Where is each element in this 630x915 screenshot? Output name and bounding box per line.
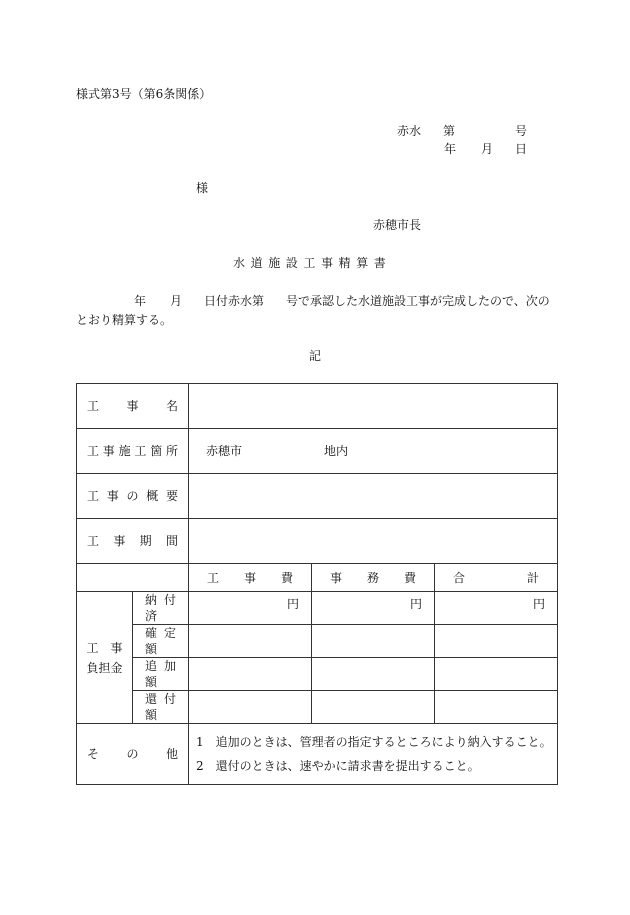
refund-admin-cell[interactable] [312,691,435,724]
paid-total-cell[interactable]: 円 [435,592,558,625]
table-row [77,691,558,724]
refund-total-cell[interactable] [435,691,558,724]
row-label-paid: 納付済 [133,592,189,625]
settlement-table [76,383,558,785]
table-row [77,625,558,658]
ki-heading: 記 [309,349,322,363]
note-item: 2 還付のときは、速やかに請求書を提出すること。 [196,759,480,773]
table-row [77,592,558,625]
table-row [77,658,558,691]
issuer-title: 赤穂市長 [373,218,422,232]
paid-construction-cell[interactable]: 円 [189,592,312,625]
summary-value[interactable] [189,474,558,519]
site-suffix: 地内 [324,444,349,458]
notes-cell [189,724,558,785]
burden-label-line1: 工 事 [86,640,123,655]
form-reference: 様式第3号（第6条関係） [76,87,212,101]
addressee: 様 [196,181,209,195]
additional-total-cell[interactable] [435,658,558,691]
body-month: 月 [170,294,183,308]
document-title: 水道施設工事精算書 [233,256,392,270]
col-header-total: 合計 [435,564,558,592]
body-text: 号で承認した水道施設工事が完成したので、次のとおり精算する。 [76,294,550,327]
site-value[interactable] [189,429,558,474]
burden-label-line2: 負担金 [86,660,123,675]
row-label-refund: 還付額 [133,691,189,724]
additional-admin-cell[interactable] [312,658,435,691]
additional-construction-cell[interactable] [189,658,312,691]
work-name-label: 工事名 [77,384,189,429]
issuer-number-go: 号 [515,124,528,138]
confirmed-admin-cell[interactable] [312,625,435,658]
issue-date-year: 年 [444,142,457,156]
site-label: 工事施工箇所 [77,429,189,474]
table-row [77,384,558,429]
table-row [77,474,558,519]
burden-label [77,592,133,724]
summary-label: 工事の概要 [77,474,189,519]
issuer-number-prefix: 赤水 [397,124,422,138]
body-date-suffix: 日付赤水第 [204,294,265,308]
paid-admin-cell[interactable]: 円 [312,592,435,625]
site-city: 赤穂市 [206,444,243,458]
issue-date-day: 日 [515,142,528,156]
row-label-confirmed: 確定額 [133,625,189,658]
refund-construction-cell[interactable] [189,691,312,724]
confirmed-total-cell[interactable] [435,625,558,658]
blank-header-cell [77,564,189,592]
row-label-additional: 追加額 [133,658,189,691]
work-name-value[interactable] [189,384,558,429]
other-label: その他 [77,724,189,785]
issuer-number-dai: 第 [443,124,456,138]
table-row [77,519,558,564]
issue-date-month: 月 [481,142,494,156]
note-item: 1 追加のときは、管理者の指定するところにより納入すること。 [196,735,552,749]
period-value[interactable] [189,519,558,564]
body-year: 年 [134,294,147,308]
table-row [77,724,558,785]
table-row [77,429,558,474]
body-paragraph [76,292,556,330]
col-header-construction: 工事費 [189,564,312,592]
period-label: 工事期間 [77,519,189,564]
table-row [77,564,558,592]
col-header-admin: 事務費 [312,564,435,592]
confirmed-construction-cell[interactable] [189,625,312,658]
